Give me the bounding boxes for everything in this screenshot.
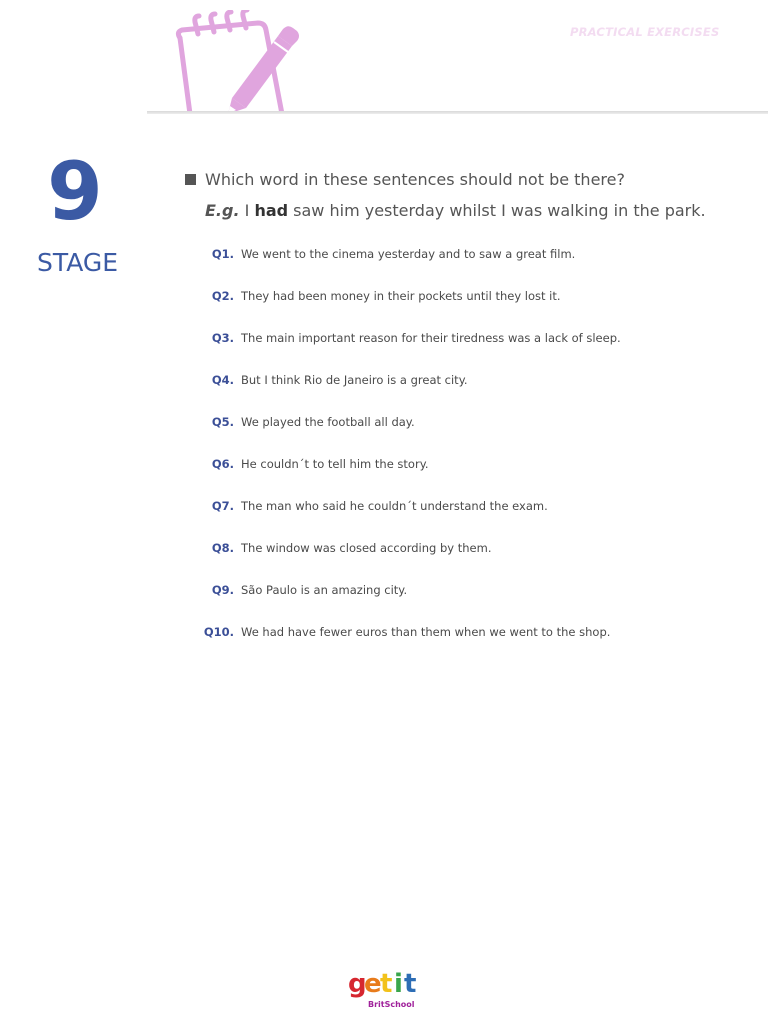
question-text: The man who said he couldn´t understand the exam.: [241, 499, 548, 513]
question-item: [198, 498, 758, 540]
logo-subtitle: BritSchool: [368, 1000, 415, 1009]
instruction-text: Which word in these sentences should not be there?: [205, 170, 625, 189]
example-before: I: [239, 201, 255, 220]
logo-letter: t: [404, 969, 416, 999]
question-number: Q1.: [211, 247, 234, 261]
header-divider: [147, 111, 768, 114]
question-text: But I think Rio de Janeiro is a great city.: [241, 373, 468, 387]
question-text: He couldn´t to tell him the story.: [241, 457, 429, 471]
question-number: Q2.: [211, 289, 234, 303]
question-number: Q4.: [211, 373, 234, 387]
getit-logo: [340, 968, 430, 1016]
question-item: [198, 414, 758, 456]
question-item: [198, 330, 758, 372]
question-text: We went to the cinema yesterday and to saw a great film.: [241, 247, 576, 261]
stage-label: STAGE: [37, 248, 119, 277]
question-number: Q8.: [211, 541, 234, 555]
section-label: PRACTICAL EXERCISES: [570, 25, 720, 39]
question-item: [198, 582, 758, 624]
question-number: Q6.: [211, 457, 234, 471]
question-number: Q9.: [211, 583, 234, 597]
bullet-square-icon: [185, 174, 196, 185]
example-highlight-word: had: [254, 201, 289, 220]
question-number: Q3.: [211, 331, 234, 345]
question-text: The window was closed according by them.: [241, 541, 492, 555]
question-item: [198, 288, 758, 330]
logo-letter: e: [364, 969, 381, 999]
question-item: [198, 456, 758, 498]
example-prefix: E.g.: [205, 201, 240, 220]
question-text: They had been money in their pockets until they lost it.: [241, 289, 561, 303]
example-after: saw him yesterday whilst I was walking in the park.: [288, 201, 706, 220]
question-text: The main important reason for their tiredness was a lack of sleep.: [241, 331, 621, 345]
notepad-pencil-icon: [170, 10, 305, 114]
question-text: We had have fewer euros than them when we went to the shop.: [241, 625, 611, 639]
question-text: São Paulo is an amazing city.: [241, 583, 408, 597]
logo-letter: t: [380, 969, 392, 999]
example-sentence: [205, 201, 706, 220]
question-list: [198, 246, 758, 666]
logo-letter: g: [348, 969, 366, 999]
question-item: [198, 246, 758, 288]
question-text: We played the football all day.: [241, 415, 415, 429]
question-number: Q7.: [211, 499, 234, 513]
logo-wordmark: [348, 968, 428, 1000]
question-number: Q5.: [211, 415, 234, 429]
stage-number: 9: [47, 145, 103, 238]
question-item: [198, 540, 758, 582]
question-number: Q10.: [203, 625, 234, 639]
question-item: [198, 624, 758, 666]
question-item: [198, 372, 758, 414]
logo-letter: i: [394, 969, 402, 999]
